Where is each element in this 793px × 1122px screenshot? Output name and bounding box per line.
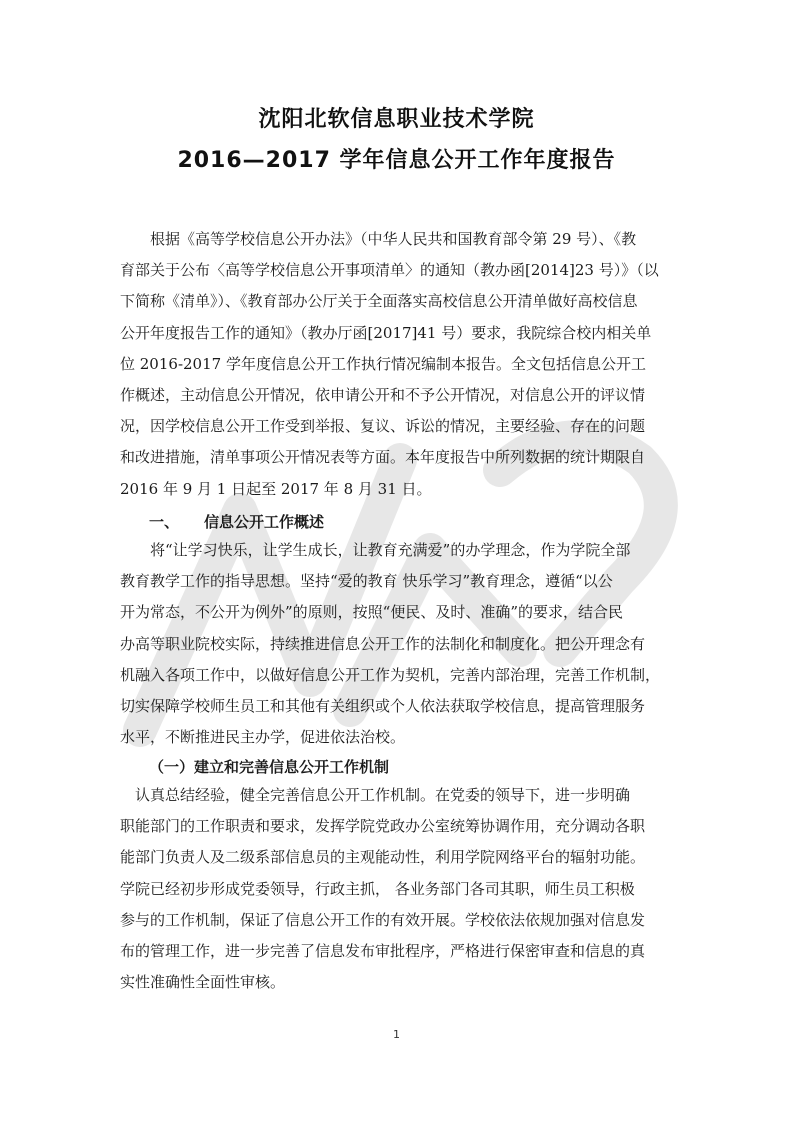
document-subtitle: 2016—2017 学年信息公开工作年度报告 <box>177 148 616 173</box>
paragraph-line: 教育教学工作的指导思想。坚持“爱的教育 快乐学习”教育理念，遵循“以公 <box>120 572 613 591</box>
paragraph-line: 况，因学校信息公开工作受到举报、复议、诉讼的情况，主要经验、存在的问题 <box>120 417 646 436</box>
paragraph-line: 办高等职业院校实际，持续推进信息公开工作的法制化和制度化。把公开理念有 <box>120 634 646 653</box>
section-number: 一、 <box>149 513 180 531</box>
paragraph-line: 布的管理工作，进一步完善了信息发布审批程序，严格进行保密审查和信息的真 <box>120 941 646 960</box>
paragraph-line: 切实保障学校师生员工和其他有关组织或个人依法获取学校信息，提高管理服务 <box>120 696 646 715</box>
paragraph-line: 开为常态，不公开为例外”的原则，按照“便民、及时、准确”的要求，结合民 <box>120 603 624 622</box>
section-paragraph <box>120 535 676 753</box>
paragraph-line: 能部门负责人及二级系部信息员的主观能动性，利用学院网络平台的辐射功能。 <box>120 848 646 867</box>
paragraph-line: 职能部门的工作职责和要求，发挥学院党政办公室统筹协调作用，充分调动各职 <box>120 817 646 836</box>
paragraph-line: 下简称《清单》）、《教育部办公厅关于全面落实高校信息公开清单做好高校信息 <box>120 292 638 311</box>
subsection-heading: （一）建立和完善信息公开工作机制 <box>149 758 390 776</box>
paragraph-line: 实性准确性全面性审核。 <box>120 973 286 992</box>
paragraph-line: 机融入各项工作中，以做好信息公开工作为契机，完善内部治理，完善工作机制， <box>120 665 661 684</box>
subsection-paragraph <box>120 780 676 998</box>
page-number: 1 <box>393 1028 400 1041</box>
paragraph-line: 2016 年 9 月 1 日起至 2017 年 8 月 31 日。 <box>120 479 432 498</box>
paragraph-line: 将“让学习快乐，让学生成长，让教育充满爱”的办学理念，作为学院全部 <box>120 541 631 559</box>
paragraph-line: 水平，不断推进民主办学，促进依法治校。 <box>120 728 406 747</box>
paragraph-line: 育部关于公布〈高等学校信息公开事项清单〉的通知（教办函[2014]23 号）》（以 <box>120 261 659 280</box>
paragraph-line: 位 2016-2017 学年度信息公开工作执行情况编制本报告。全文包括信息公开工 <box>120 354 646 373</box>
paragraph-line: 参与的工作机制，保证了信息公开工作的有效开展。学校依法依规加强对信息发 <box>120 910 646 929</box>
intro-paragraph <box>120 224 676 505</box>
paragraph-line: 学院已经初步形成党委领导，行政主抓， 各业务部门各司其职，师生员工积极 <box>120 879 635 898</box>
paragraph-line: 和改进措施，清单事项公开情况表等方面。本年度报告中所列数据的统计期限自 <box>120 448 646 467</box>
paragraph-line: 认真总结经验，健全完善信息公开工作机制。在党委的领导下，进一步明确 <box>120 786 631 804</box>
section-heading: 信息公开工作概述 <box>204 513 325 531</box>
paragraph-line: 作概述，主动信息公开情况，依申请公开和不予公开情况，对信息公开的评议情 <box>120 385 646 404</box>
paragraph-line: 根据《高等学校信息公开办法》（中华人民共和国教育部令第 29 号）、《教 <box>120 230 637 248</box>
paragraph-line: 公开年度报告工作的通知》（教办厅函[2017]41 号）要求，我院综合校内相关单 <box>120 323 652 342</box>
document-title: 沈阳北软信息职业技术学院 <box>258 107 535 132</box>
